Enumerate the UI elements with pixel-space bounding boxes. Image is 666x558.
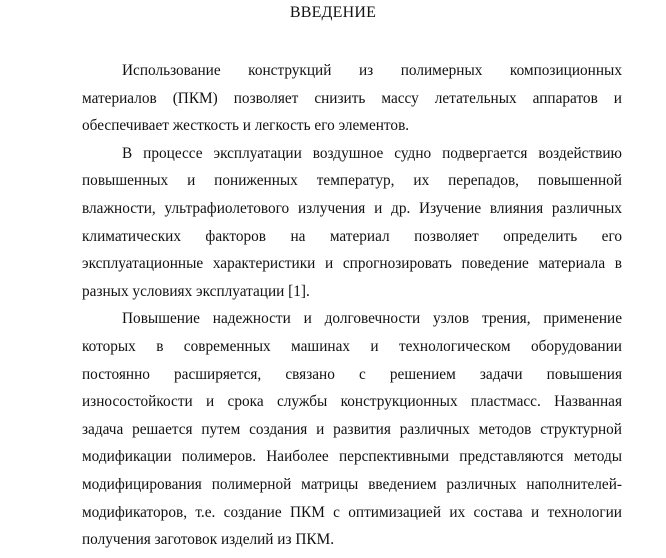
- text-line: Использование конструкций из полимерных композиционных: [122, 62, 622, 79]
- text-line: Повышение надежности и долговечности узлов трения, применение: [122, 310, 622, 328]
- text-line: задача решается путем создания и развития различных методов структурной: [82, 420, 622, 438]
- text-line: повышенных и пониженных температур, их перепадов, повышенной: [82, 172, 622, 190]
- text-line: получения заготовок изделий из ПКМ.: [82, 531, 335, 549]
- text-line: влажности, ультрафиолетового излучения и др. Изучение влияния различных: [82, 199, 622, 217]
- paragraph-2: [82, 140, 622, 306]
- paragraph-3: [82, 305, 622, 553]
- text-line: постоянно расширяется, связано с решением задачи повышения: [82, 365, 622, 383]
- text-line: модификации полимеров. Наиболее перспективными представляются методы: [82, 448, 622, 466]
- text-line: которых в современных машинах и технологическом оборудовании: [82, 337, 622, 355]
- document-body: [82, 57, 622, 554]
- text-line: эксплуатационные характеристики и спрогнозировать поведение материала в: [82, 255, 622, 273]
- text-line: износостойкости и срока службы конструкционных пластмасс. Названная: [82, 393, 622, 411]
- text-line: В процессе эксплуатации воздушное судно подвергается воздействию: [122, 144, 622, 162]
- text-line: обеспечивает жесткость и легкость его элементов.: [82, 117, 410, 135]
- page-title: ВВЕДЕНИЕ: [289, 4, 377, 21]
- paragraph-1: [82, 57, 622, 140]
- text-line: модификаторов, т.е. создание ПКМ с оптимизацией их состава и технологии: [82, 503, 622, 521]
- text-line: климатических факторов на материал позволяет определить его: [82, 227, 622, 245]
- text-line: материалов (ПКМ) позволяет снизить массу летательных аппаратов и: [82, 89, 622, 107]
- text-line: разных условиях эксплуатации [1].: [82, 282, 310, 300]
- text-line: модифицирования полимерной матрицы введением различных наполнителей-: [82, 475, 622, 493]
